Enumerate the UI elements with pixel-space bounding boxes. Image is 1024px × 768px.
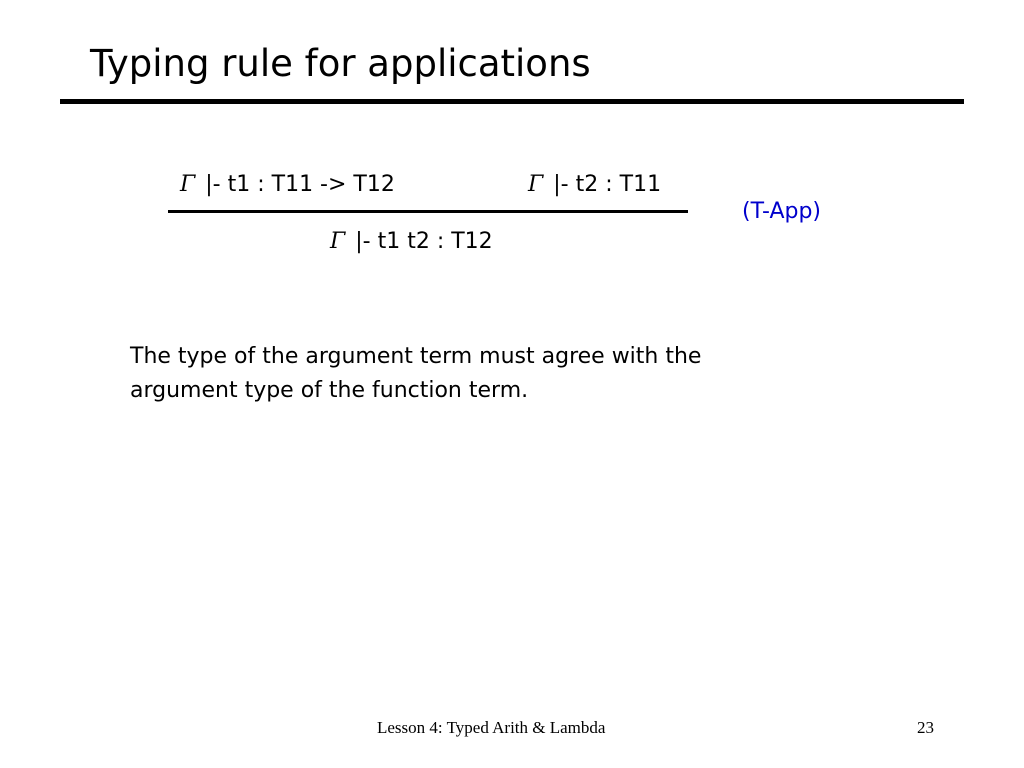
gamma-symbol: Γ: [330, 229, 346, 254]
conclusion-text: |- t1 t2 : T12: [355, 229, 493, 254]
page-number: 23: [917, 718, 934, 737]
premise-2: [528, 171, 661, 199]
gamma-symbol: Γ: [528, 172, 544, 197]
footer-text: Lesson 4: Typed Arith & Lambda: [377, 718, 606, 737]
explanation-line-1: The type of the argument term must agree with the: [130, 344, 702, 369]
title-divider: [60, 99, 964, 104]
gamma-symbol: Γ: [180, 172, 196, 197]
slide-title: Typing rule for applications: [90, 42, 591, 85]
premise-2-text: |- t2 : T11: [553, 172, 662, 197]
explanation-text: [130, 340, 850, 408]
premise-1: [180, 171, 395, 199]
explanation-line-2: argument type of the function term.: [130, 378, 529, 403]
premise-1-text: |- t1 : T11 -> T12: [205, 172, 395, 197]
conclusion: [330, 228, 493, 256]
inference-line: [168, 210, 688, 213]
rule-name: (T-App): [742, 199, 822, 224]
